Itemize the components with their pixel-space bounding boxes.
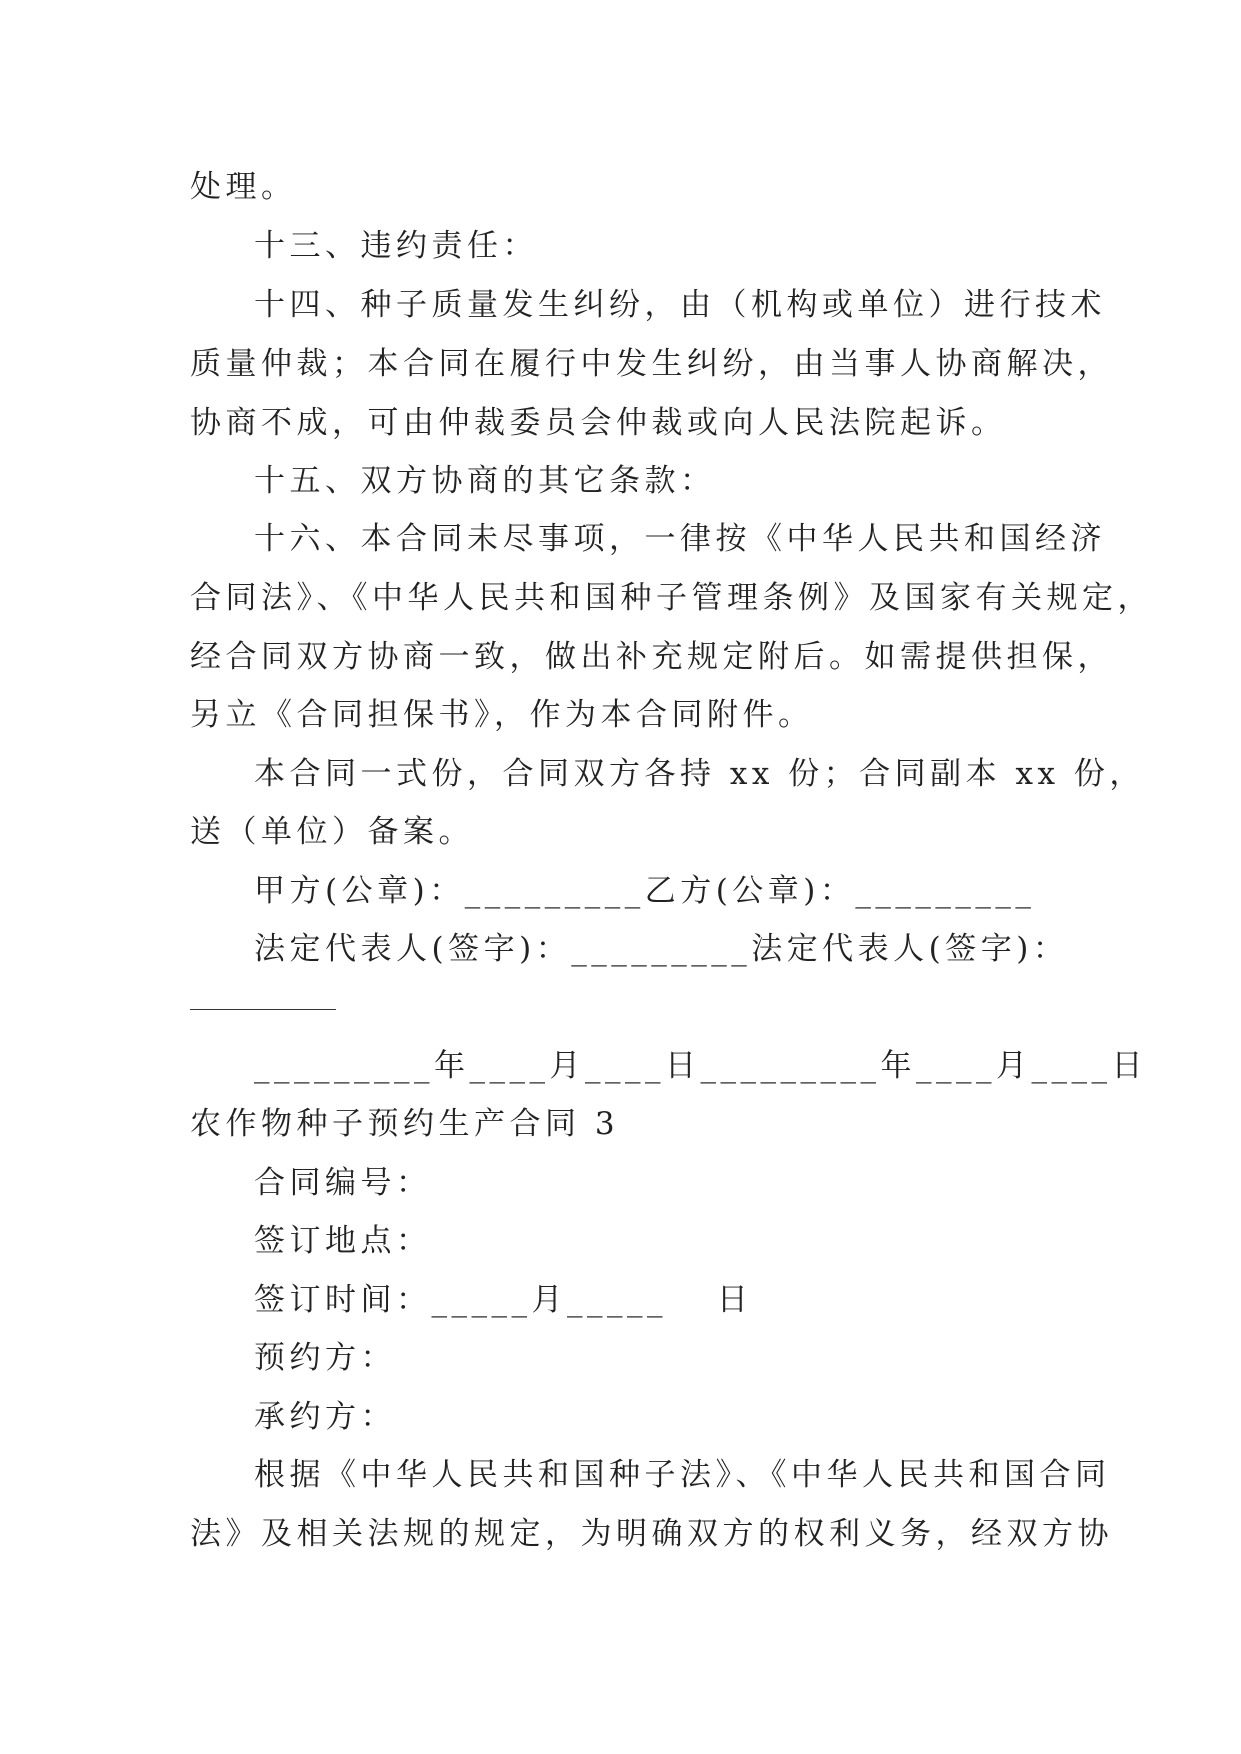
- contracting-party-field: 承约方：: [254, 1399, 396, 1435]
- copies-line-1: 本合同一式份，合同双方各持 xx 份；合同副本 xx 份，: [254, 756, 1145, 792]
- copies-line-2: 送（单位）备案。: [190, 814, 474, 850]
- preamble-line-1: 根据《中华人民共和国种子法》、《中华人民共和国合同: [254, 1457, 1111, 1493]
- representative-signature-line: 法定代表人(签字)：_________法定代表人(签字)：: [254, 931, 1069, 967]
- contract-3-title: 农作物种子预约生产合同 3: [190, 1106, 620, 1142]
- clause-16-line-2: 合同法》、《中华人民共和国种子管理条例》及国家有关规定，: [190, 580, 1153, 616]
- clause-16-line-1: 十六、本合同未尽事项，一律按《中华人民共和国经济: [254, 521, 1106, 557]
- reserving-party-field: 预约方：: [254, 1340, 396, 1376]
- clause-14-line-1: 十四、种子质量发生纠纷，由（机构或单位）进行技术: [254, 287, 1106, 323]
- contract-number-field: 合同编号：: [254, 1165, 432, 1201]
- clause-15-heading: 十五、双方协商的其它条款：: [254, 463, 716, 499]
- text-line-continuation: 处理。: [190, 169, 297, 205]
- clause-16-line-4: 另立《合同担保书》，作为本合同附件。: [190, 697, 814, 733]
- date-line: _________年____月____日_________年____月____日: [254, 1048, 1147, 1084]
- preamble-line-2: 法》及相关法规的规定，为明确双方的权利义务，经双方协: [190, 1516, 1113, 1552]
- signing-time-field: 签订时间：_____月_____ 日: [254, 1282, 753, 1318]
- signing-place-field: 签订地点：: [254, 1223, 432, 1259]
- clause-14-line-3: 协商不成，可由仲裁委员会仲裁或向人民法院起诉。: [190, 405, 1007, 441]
- signature-blank-rule: [190, 1009, 336, 1010]
- clause-13-heading: 十三、违约责任：: [254, 228, 538, 264]
- party-seal-line: 甲方(公章)：_________乙方(公章)：_________: [254, 873, 1036, 909]
- clause-14-line-2: 质量仲裁；本合同在履行中发生纠纷，由当事人协商解决，: [190, 346, 1113, 382]
- clause-16-line-3: 经合同双方协商一致，做出补充规定附后。如需提供担保，: [190, 639, 1113, 675]
